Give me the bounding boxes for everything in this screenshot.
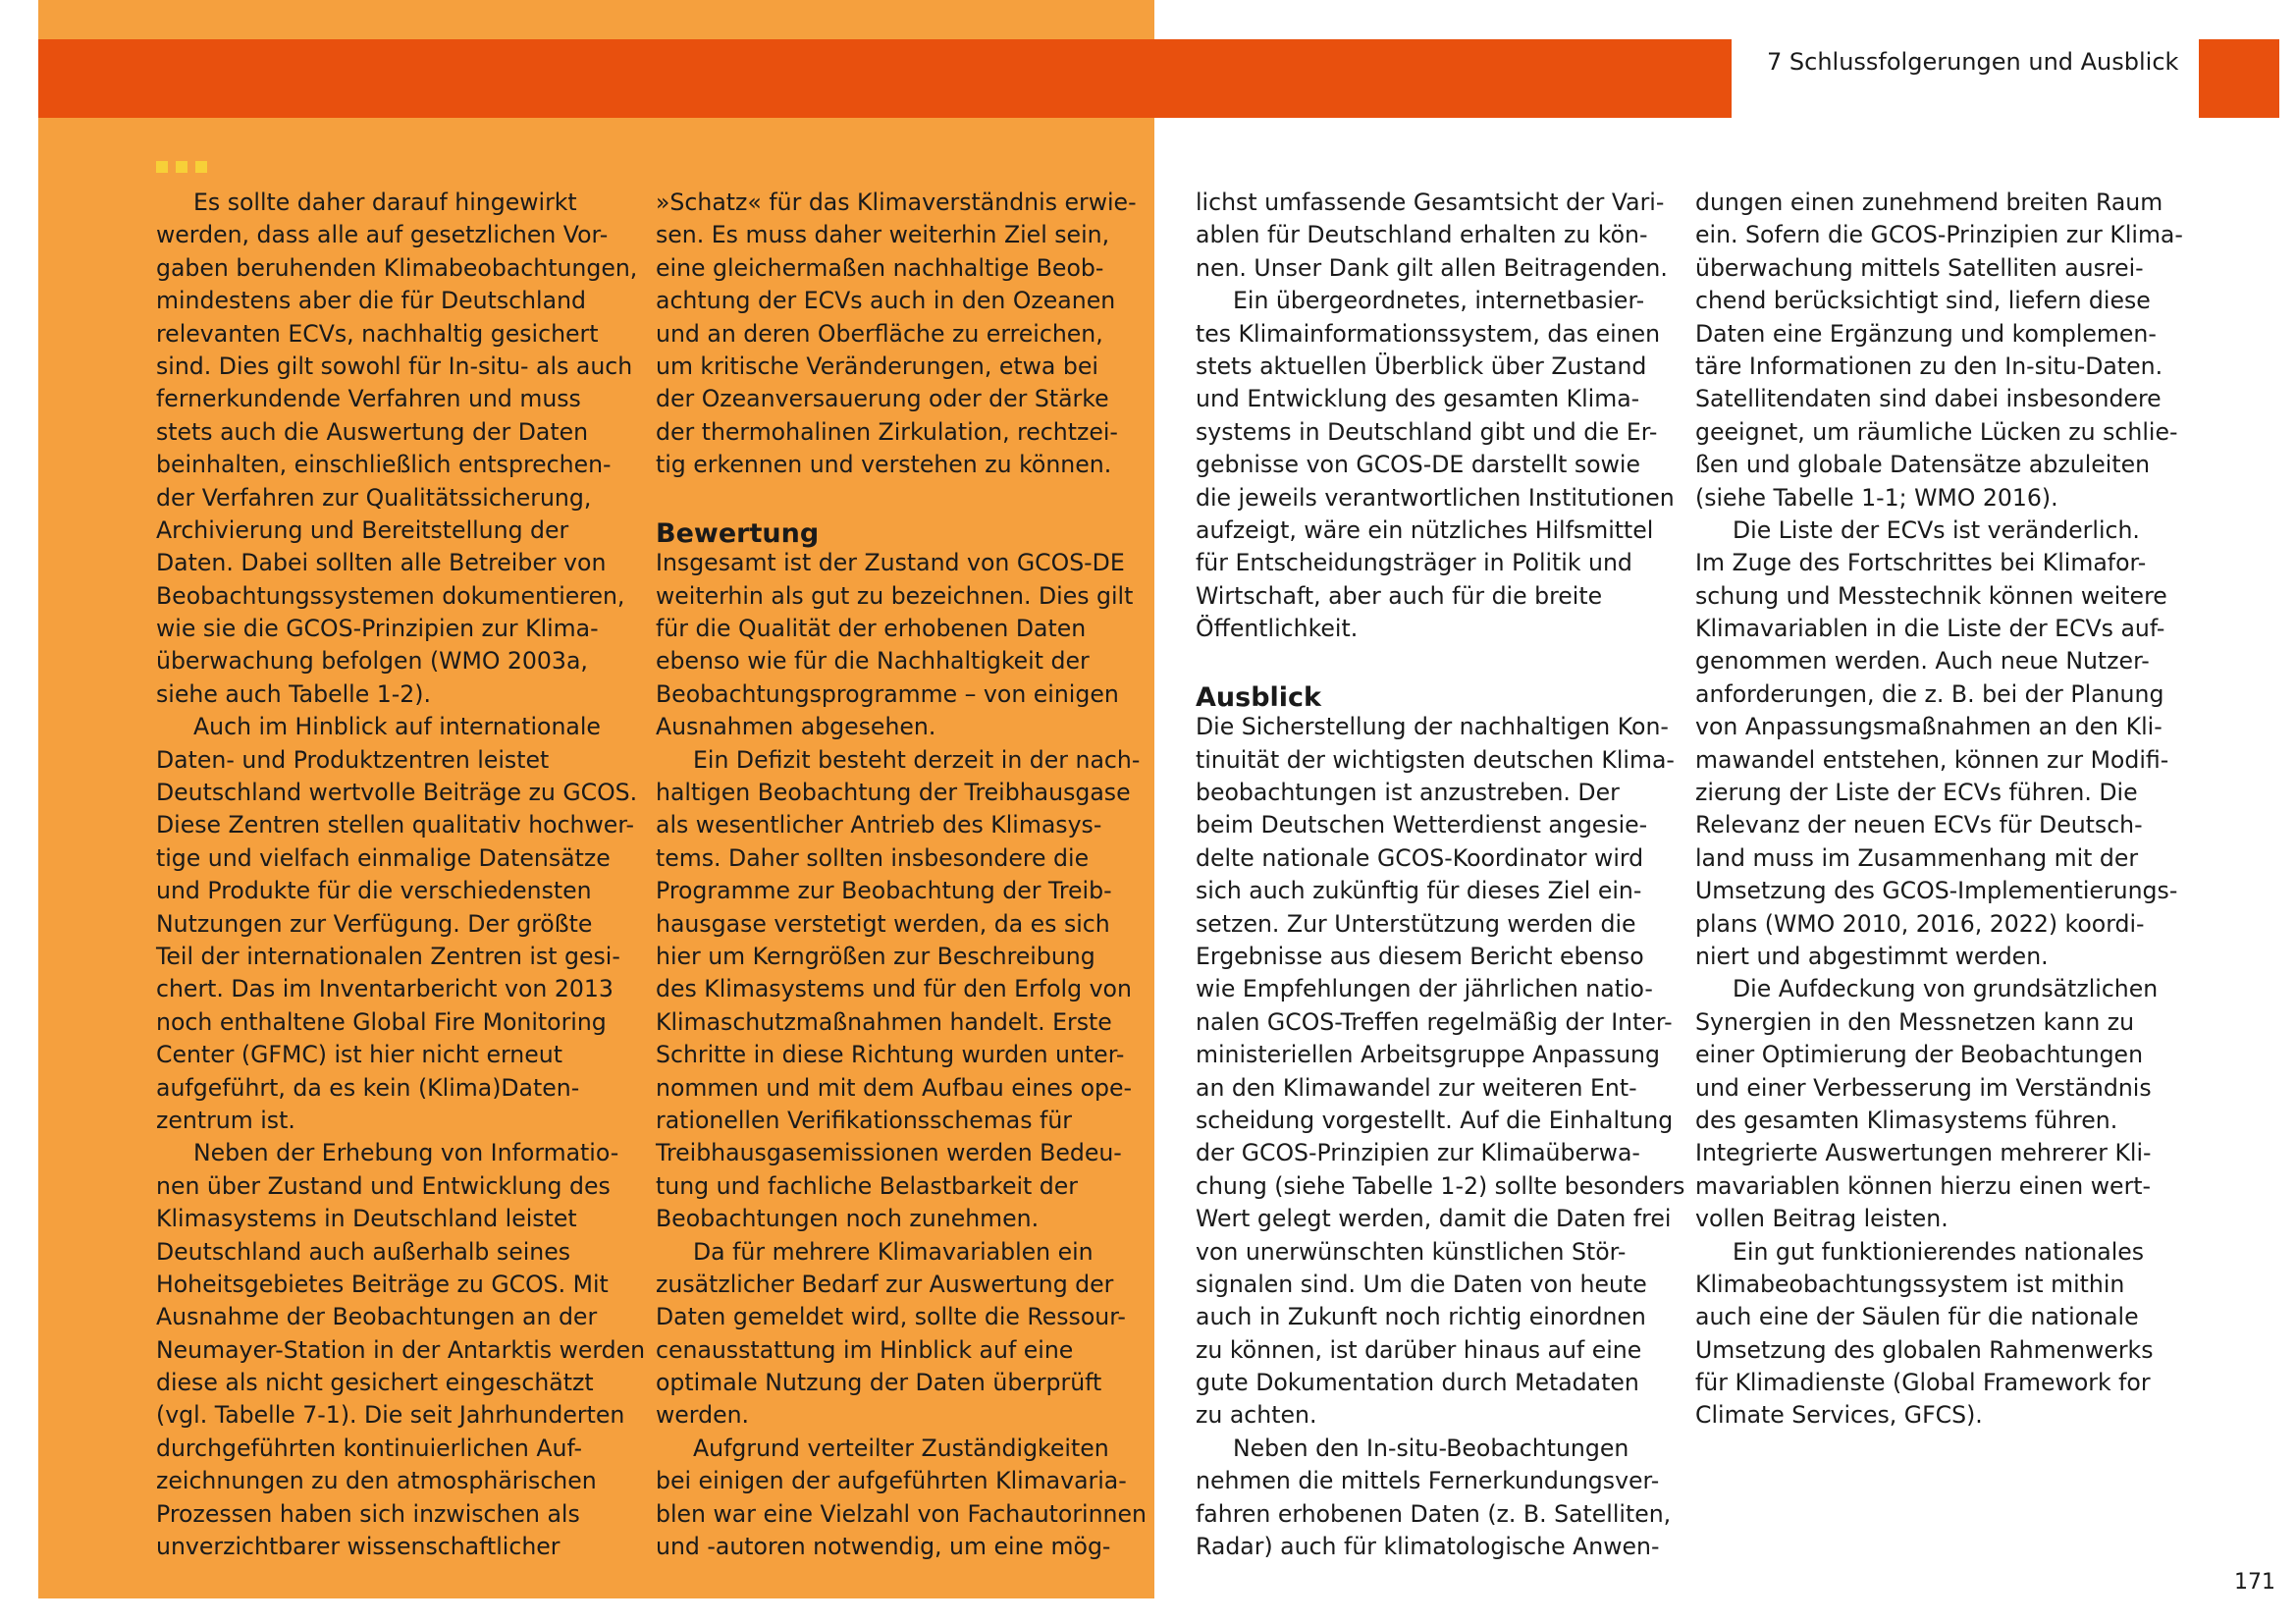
text-line: Es sollte daher darauf hingewirkt xyxy=(193,189,577,216)
text-line: Relevanz der neuen ECVs für Deutsch- xyxy=(1695,811,2143,839)
text-line: »Schatz« für das Klimaverständnis erwie- xyxy=(656,189,1137,216)
text-line: zierung der Liste der ECVs führen. Die xyxy=(1695,779,2138,807)
text-line: zusätzlicher Bedarf zur Auswertung der xyxy=(656,1270,1114,1298)
text-line: unverzichtbarer wissenschaftlicher xyxy=(156,1533,561,1561)
text-line: Ergebnisse aus diesem Bericht ebenso xyxy=(1196,942,1644,970)
text-line: zu können, ist darüber hinaus auf eine xyxy=(1196,1335,1642,1364)
text-line: fahren erhobenen Daten (z. B. Satelliten, xyxy=(1196,1499,1672,1528)
text-line: täre Informationen zu den In-situ-Daten. xyxy=(1695,352,2163,380)
text-line: Die Sicherstellung der nachhaltigen Kon- xyxy=(1196,713,1669,741)
text-line: cenausstattung im Hinblick auf eine xyxy=(656,1335,1074,1364)
text-line: plans (WMO 2010, 2016, 2022) koordi- xyxy=(1695,909,2145,938)
text-line: der Verfahren zur Qualitätssicherung, xyxy=(156,483,592,512)
text-line: gaben beruhenden Klimabeobachtungen, xyxy=(156,253,638,282)
text-line: Synergien in den Messnetzen kann zu xyxy=(1695,1007,2135,1036)
text-line: Die Liste der ECVs ist veränderlich. xyxy=(1733,515,2140,544)
text-line: genommen werden. Auch neue Nutzer- xyxy=(1695,647,2150,676)
section-heading: Ausblick xyxy=(1196,681,1321,713)
text-line: Klimavariablen in die Liste der ECVs auf- xyxy=(1695,615,2165,643)
text-line: Archivierung und Bereitstellung der xyxy=(156,515,569,544)
text-line: Center (GFMC) ist hier nicht erneut xyxy=(156,1041,562,1069)
text-line: chend berücksichtigt sind, liefern diese xyxy=(1695,287,2151,315)
text-line: Wirtschaft, aber auch für die breite xyxy=(1196,581,1603,610)
text-line: Umsetzung des GCOS-Implementierungs- xyxy=(1695,877,2178,905)
text-line: nalen GCOS-Treffen regelmäßig der Inter- xyxy=(1196,1007,1673,1036)
text-line: um kritische Veränderungen, etwa bei xyxy=(656,352,1098,380)
text-line: und einer Verbesserung im Verständnis xyxy=(1695,1073,2152,1102)
dot xyxy=(176,161,187,173)
text-line: (vgl. Tabelle 7-1). Die seit Jahrhunderten xyxy=(156,1401,625,1430)
text-line: nommen und mit dem Aufbau eines ope- xyxy=(656,1073,1133,1102)
text-line: chert. Das im Inventarbericht von 2013 xyxy=(156,975,614,1003)
text-line: setzen. Zur Unterstützung werden die xyxy=(1196,909,1636,938)
text-line: der thermohalinen Zirkulation, rechtzei- xyxy=(656,417,1118,446)
text-line: Treibhausgasemissionen werden Bedeu- xyxy=(656,1139,1122,1167)
text-line: des gesamten Klimasystems führen. xyxy=(1695,1106,2118,1134)
text-line: Klimabeobachtungssystem ist mithin xyxy=(1695,1270,2125,1298)
section-heading: Bewertung xyxy=(656,517,820,549)
text-line: auch eine der Säulen für die nationale xyxy=(1695,1303,2139,1331)
text-line: Da für mehrere Klimavariablen ein xyxy=(693,1237,1094,1266)
text-line: Radar) auch für klimatologische Anwen- xyxy=(1196,1533,1660,1561)
text-line: Wert gelegt werden, damit die Daten frei xyxy=(1196,1205,1672,1233)
text-line: für Entscheidungsträger in Politik und xyxy=(1196,549,1632,577)
text-line: tes Klimainformationssystem, das einen xyxy=(1196,319,1661,348)
text-line: noch enthaltene Global Fire Monitoring xyxy=(156,1007,607,1036)
text-line: die jeweils verantwortlichen Institutionen xyxy=(1196,483,1675,512)
text-line: aufgeführt, da es kein (Klima)Daten- xyxy=(156,1073,580,1102)
text-line: systems in Deutschland gibt und die Er- xyxy=(1196,417,1658,446)
text-line: fernerkundende Verfahren und muss xyxy=(156,385,581,413)
text-line: Prozessen haben sich inzwischen als xyxy=(156,1499,580,1528)
text-line: aufzeigt, wäre ein nützliches Hilfsmittel xyxy=(1196,515,1654,544)
page-number: 171 xyxy=(2234,1570,2275,1595)
text-line: Beobachtungsprogramme – von einigen xyxy=(656,679,1119,708)
text-line: Diese Zentren stellen qualitativ hochwer- xyxy=(156,811,635,839)
text-line: Deutschland wertvolle Beiträge zu GCOS. xyxy=(156,779,638,807)
text-line: beobachtungen ist anzustreben. Der xyxy=(1196,779,1620,807)
text-line: werden, dass alle auf gesetzlichen Vor- xyxy=(156,221,609,249)
text-line: von Anpassungsmaßnahmen an den Kli- xyxy=(1695,713,2163,741)
text-line: zentrum ist. xyxy=(156,1106,295,1134)
chapter-header-bar xyxy=(38,39,1732,118)
text-line: achtung der ECVs auch in den Ozeanen xyxy=(656,287,1116,315)
text-line: chung (siehe Tabelle 1-2) sollte besonders xyxy=(1196,1171,1685,1200)
text-line: eine gleichermaßen nachhaltige Beob- xyxy=(656,253,1104,282)
text-line: sich auch zukünftig für dieses Ziel ein- xyxy=(1196,877,1642,905)
text-line: wie Empfehlungen der jährlichen natio- xyxy=(1196,975,1653,1003)
text-line: ßen und globale Datensätze abzuleiten xyxy=(1695,451,2151,479)
text-line: Teil der internationalen Zentren ist gesi- xyxy=(156,942,620,970)
text-line: land muss im Zusammenhang mit der xyxy=(1695,843,2139,872)
text-line: Beobachtungssystemen dokumentieren, xyxy=(156,581,625,610)
text-line: hausgase verstetigt werden, da es sich xyxy=(656,909,1110,938)
text-line: Neben den In-situ-Beobachtungen xyxy=(1233,1434,1629,1462)
text-line: Umsetzung des globalen Rahmenwerks xyxy=(1695,1335,2154,1364)
text-line: sind. Dies gilt sowohl für In-situ- als auch xyxy=(156,352,633,380)
dot xyxy=(195,161,207,173)
text-line: gebnisse von GCOS-DE darstellt sowie xyxy=(1196,451,1640,479)
text-line: tige und vielfach einmalige Datensätze xyxy=(156,843,611,872)
text-line: mavariablen können hierzu einen wert- xyxy=(1695,1171,2152,1200)
text-line: Daten eine Ergänzung und komplemen- xyxy=(1695,319,2157,348)
text-line: für Klimadienste (Global Framework for xyxy=(1695,1369,2151,1397)
text-line: Insgesamt ist der Zustand von GCOS-DE xyxy=(656,549,1125,577)
text-line: und -autoren notwendig, um eine mög- xyxy=(656,1533,1111,1561)
text-line: ablen für Deutschland erhalten zu kön- xyxy=(1196,221,1648,249)
text-line: sen. Es muss daher weiterhin Ziel sein, xyxy=(656,221,1110,249)
text-line: der Ozeanversauerung oder der Stärke xyxy=(656,385,1109,413)
text-line: blen war eine Vielzahl von Fachautorinnen xyxy=(656,1499,1147,1528)
text-line: mindestens aber die für Deutschland xyxy=(156,287,586,315)
text-line: Klimasystems in Deutschland leistet xyxy=(156,1205,577,1233)
text-line: Programme zur Beobachtung der Treib- xyxy=(656,877,1112,905)
text-column-1 xyxy=(156,187,646,1563)
text-line: diese als nicht gesichert eingeschätzt xyxy=(156,1369,594,1397)
text-line: Ausnahme der Beobachtungen an der xyxy=(156,1303,598,1331)
text-line: Neben der Erhebung von Informatio- xyxy=(193,1139,619,1167)
text-line: für die Qualität der erhobenen Daten xyxy=(656,615,1087,643)
text-line: Öffentlichkeit. xyxy=(1196,615,1359,643)
text-line: anforderungen, die z. B. bei der Planung xyxy=(1695,679,2164,708)
text-line: vollen Beitrag leisten. xyxy=(1695,1205,1949,1233)
text-line: Hoheitsgebietes Beiträge zu GCOS. Mit xyxy=(156,1270,609,1298)
text-line: bei einigen der aufgeführten Klimavaria- xyxy=(656,1467,1127,1495)
text-line: zeichnungen zu den atmosphärischen xyxy=(156,1467,597,1495)
text-line: nen über Zustand und Entwicklung des xyxy=(156,1171,611,1200)
text-line: Daten- und Produktzentren leistet xyxy=(156,745,550,774)
text-line: Klimaschutzmaßnahmen handelt. Erste xyxy=(656,1007,1112,1036)
text-line: überwachung befolgen (WMO 2003a, xyxy=(156,647,588,676)
text-line: Daten gemeldet wird, sollte die Ressour- xyxy=(656,1303,1126,1331)
text-line: mawandel entstehen, können zur Modifi- xyxy=(1695,745,2169,774)
text-line: werden. xyxy=(656,1401,750,1430)
text-line: ministeriellen Arbeitsgruppe Anpassung xyxy=(1196,1041,1660,1069)
text-line: Ein Defizit besteht derzeit in der nach- xyxy=(693,745,1141,774)
text-line: tems. Daher sollten insbesondere die xyxy=(656,843,1090,872)
text-line: Ausnahmen abgesehen. xyxy=(656,713,936,741)
text-line: haltigen Beobachtung der Treibhausgase xyxy=(656,779,1131,807)
text-line: signalen sind. Um die Daten von heute xyxy=(1196,1270,1647,1298)
text-line: Ein gut funktionierendes nationales xyxy=(1733,1237,2145,1266)
text-line: Satellitendaten sind dabei insbesondere xyxy=(1695,385,2162,413)
text-column-4 xyxy=(1695,187,2183,1433)
text-line: beim Deutschen Wetterdienst angesie- xyxy=(1196,811,1648,839)
text-line: des Klimasystems und für den Erfolg von xyxy=(656,975,1132,1003)
text-line: Neumayer-Station in der Antarktis werden xyxy=(156,1335,646,1364)
text-line: Die Aufdeckung von grundsätzlichen xyxy=(1733,975,2159,1003)
text-line: dungen einen zunehmend breiten Raum xyxy=(1695,189,2163,216)
chapter-title: 7 Schlussfolgerungen und Ausblick xyxy=(1767,48,2179,76)
text-line: relevanten ECVs, nachhaltig gesichert xyxy=(156,319,599,348)
text-line: gute Dokumentation durch Metadaten xyxy=(1196,1369,1639,1397)
text-line: delte nationale GCOS-Koordinator wird xyxy=(1196,843,1644,872)
text-line: (siehe Tabelle 1-1; WMO 2016). xyxy=(1695,483,2058,512)
text-line: wie sie die GCOS-Prinzipien zur Klima- xyxy=(156,615,599,643)
continuation-dots-icon xyxy=(156,161,207,175)
text-line: ein. Sofern die GCOS-Prinzipien zur Klima- xyxy=(1695,221,2183,249)
text-line: hier um Kerngrößen zur Beschreibung xyxy=(656,942,1095,970)
text-line: Integrierte Auswertungen mehrerer Kli- xyxy=(1695,1139,2152,1167)
text-line: stets aktuellen Überblick über Zustand xyxy=(1196,352,1647,380)
text-line: von unerwünschten künstlichen Stör- xyxy=(1196,1237,1627,1266)
text-line: überwachung mittels Satelliten ausrei- xyxy=(1695,253,2144,282)
text-line: scheidung vorgestellt. Auf die Einhaltung xyxy=(1196,1106,1674,1134)
text-line: auch in Zukunft noch richtig einordnen xyxy=(1196,1303,1646,1331)
text-line: beinhalten, einschließlich entsprechen- xyxy=(156,451,612,479)
text-line: Deutschland auch außerhalb seines xyxy=(156,1237,571,1266)
text-line: Im Zuge des Fortschrittes bei Klimafor- xyxy=(1695,549,2147,577)
text-column-2 xyxy=(656,187,1147,1563)
header-corner-square xyxy=(2199,39,2279,118)
text-line: rationellen Verifikationsschemas für xyxy=(656,1106,1073,1134)
text-line: und an deren Oberfläche zu erreichen, xyxy=(656,319,1103,348)
text-line: zu achten. xyxy=(1196,1401,1317,1430)
text-line: tung und fachliche Belastbarkeit der xyxy=(656,1171,1078,1200)
text-line: niert und abgestimmt werden. xyxy=(1695,942,2049,970)
text-column-3 xyxy=(1196,187,1685,1563)
text-line: schung und Messtechnik können weitere xyxy=(1695,581,2167,610)
text-line: tig erkennen und verstehen zu können. xyxy=(656,451,1112,479)
text-line: nen. Unser Dank gilt allen Beitragenden. xyxy=(1196,253,1668,282)
text-line: geeignet, um räumliche Lücken zu schlie- xyxy=(1695,417,2178,446)
text-line: Ein übergeordnetes, internetbasier- xyxy=(1233,287,1645,315)
text-line: siehe auch Tabelle 1-2). xyxy=(156,679,431,708)
text-line: lichst umfassende Gesamtsicht der Vari- xyxy=(1196,189,1665,216)
text-line: Aufgrund verteilter Zuständigkeiten xyxy=(693,1434,1109,1462)
text-line: einer Optimierung der Beobachtungen xyxy=(1695,1041,2144,1069)
paragraph-gap xyxy=(656,482,1127,514)
text-line: Beobachtungen noch zunehmen. xyxy=(656,1205,1040,1233)
text-line: der GCOS-Prinzipien zur Klimaüberwa- xyxy=(1196,1139,1640,1167)
text-line: Nutzungen zur Verfügung. Der größte xyxy=(156,909,593,938)
text-line: nehmen die mittels Fernerkundungsver- xyxy=(1196,1467,1660,1495)
text-line: an den Klimawandel zur weiteren Ent- xyxy=(1196,1073,1637,1102)
text-line: Auch im Hinblick auf internationale xyxy=(193,713,601,741)
text-line: Climate Services, GFCS). xyxy=(1695,1401,1983,1430)
text-line: tinuität der wichtigsten deutschen Klima- xyxy=(1196,745,1675,774)
text-line: als wesentlicher Antrieb des Klimasys- xyxy=(656,811,1102,839)
text-line: und Produkte für die verschiedensten xyxy=(156,877,592,905)
text-line: und Entwicklung des gesamten Klima- xyxy=(1196,385,1640,413)
text-line: durchgeführten kontinuierlichen Auf- xyxy=(156,1434,582,1462)
text-line: ebenso wie für die Nachhaltigkeit der xyxy=(656,647,1090,676)
text-line: stets auch die Auswertung der Daten xyxy=(156,417,589,446)
text-line: weiterhin als gut zu bezeichnen. Dies gilt xyxy=(656,581,1134,610)
dot xyxy=(156,161,168,173)
paragraph-gap xyxy=(1196,645,1667,677)
text-line: Daten. Dabei sollten alle Betreiber von xyxy=(156,549,607,577)
text-line: optimale Nutzung der Daten überprüft xyxy=(656,1369,1102,1397)
text-line: Schritte in diese Richtung wurden unter- xyxy=(656,1041,1125,1069)
